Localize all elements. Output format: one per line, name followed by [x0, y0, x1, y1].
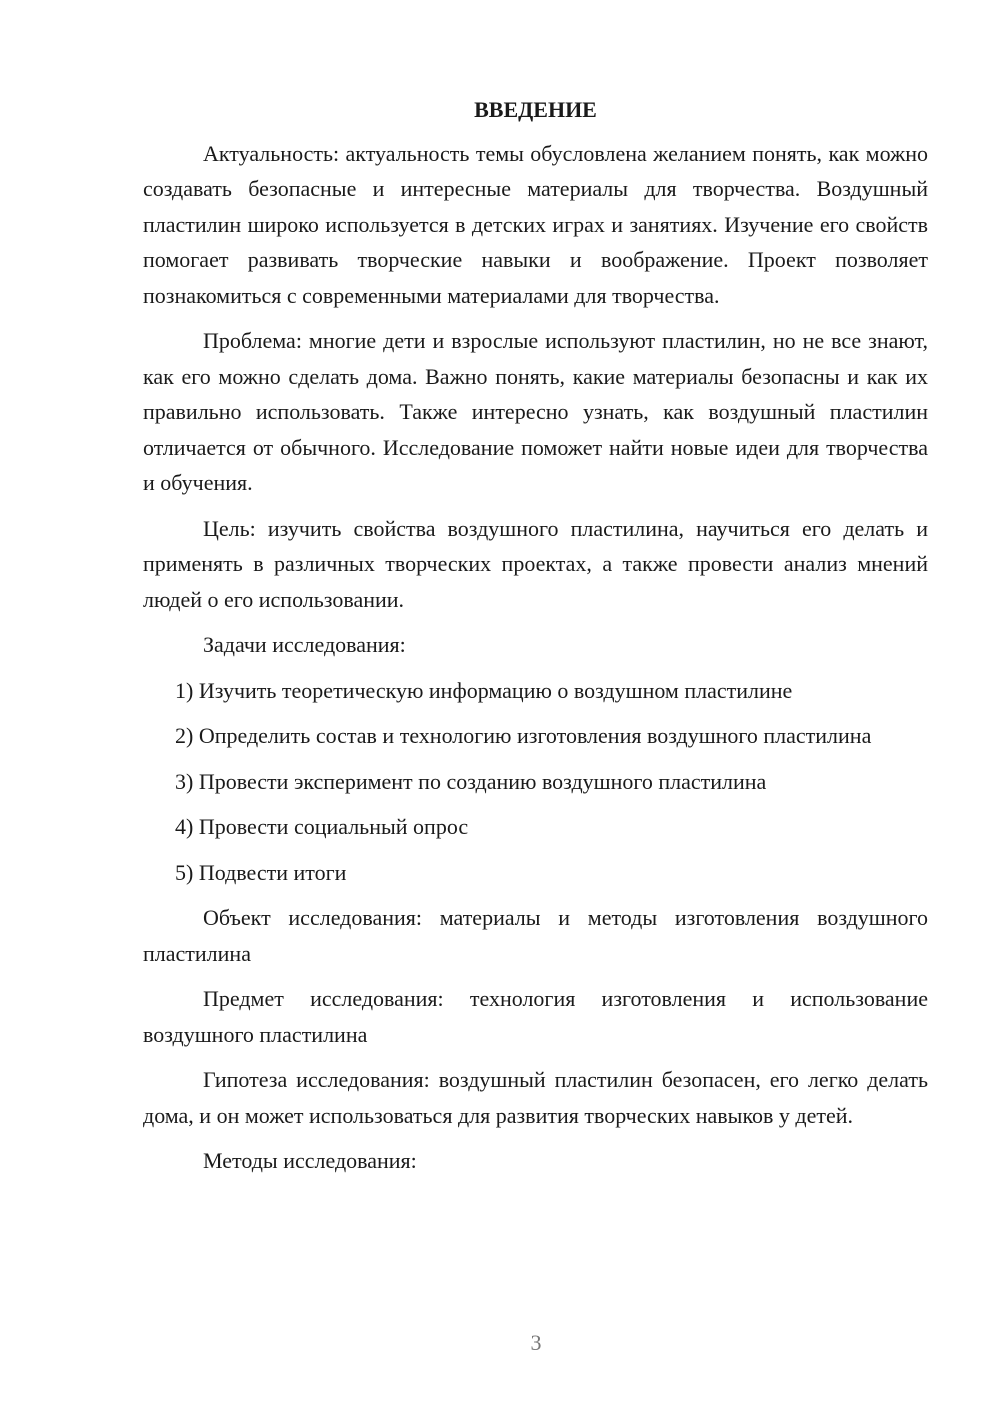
list-item: 4) Провести социальный опрос	[175, 814, 469, 839]
list-item: 5) Подвести итоги	[175, 859, 347, 885]
tasks-title: Задачи исследования:	[203, 632, 406, 657]
list-item: 3) Провести эксперимент по созданию воздушного пластилина	[175, 768, 767, 794]
object-paragraph: Объект исследования: материалы и методы изготовления воздушного пластилина	[143, 905, 928, 966]
methods-title: Методы исследования:	[203, 1148, 417, 1173]
hypothesis-paragraph: Гипотеза исследования: воздушный пластилин безопасен, его легко делать дома, и он может использоваться для развития творческих навыков у детей.	[143, 1067, 928, 1128]
page-content	[143, 92, 928, 1189]
relevance-paragraph: Актуальность: актуальность темы обусловлена желанием понять, как можно создавать безопасные и интересные материалы для творчества. Воздушный пластилин широко используется в детских играх и занятиях. Изучение его свойств помогает развивать творческие навыки и воображение. Проект позволяет познакомиться с современными материалами для творчества.	[143, 140, 928, 308]
list-item: 1) Изучить теоретическую информацию о воздушном пластилине	[175, 677, 793, 703]
problem-paragraph: Проблема: многие дети и взрослые используют пластилин, но не все знают, как его можно сделать дома. Важно понять, какие материалы безопасны и как их правильно использовать. Также интересно узнать, как воздушный пластилин отличается от обычного. Исследование поможет найти новые идеи для творчества и обучения.	[143, 328, 928, 495]
goal-paragraph: Цель: изучить свойства воздушного пластилина, научиться его делать и применять в различных творческих проектах, а также провести анализ мнений людей о его использовании.	[143, 515, 928, 612]
subject-paragraph: Предмет исследования: технология изготовления и использование воздушного пластилина	[143, 986, 928, 1047]
section-heading: ВВЕДЕНИЕ	[474, 97, 597, 122]
list-item: 2) Определить состав и технологию изготовления воздушного пластилина	[175, 723, 872, 748]
tasks-list	[143, 673, 928, 891]
page-number: 3	[530, 1330, 542, 1355]
